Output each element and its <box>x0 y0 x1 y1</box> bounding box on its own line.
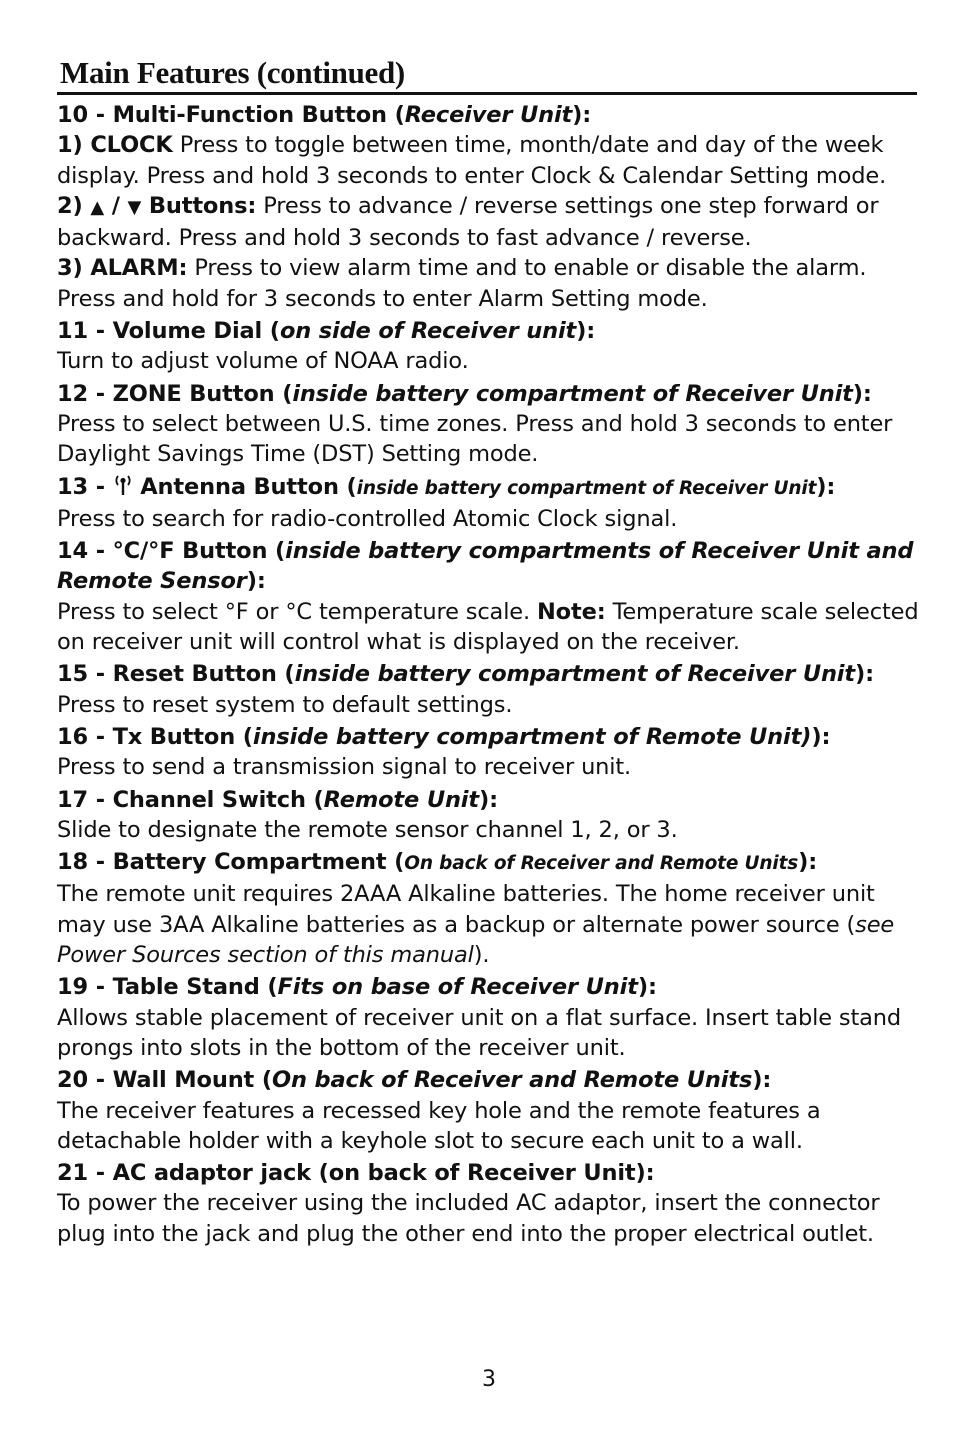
heading-text: 15 - Reset Button ( <box>57 661 295 688</box>
heading-location: On back of Receiver and Remote Units <box>404 853 799 875</box>
feature-heading-15 <box>57 659 919 689</box>
heading-text: 18 - Battery Compartment ( <box>57 849 405 876</box>
heading-label: Antenna Button ( <box>132 473 357 500</box>
heading-location: inside battery compartments of Receiver Unit and Remote Sensor <box>57 538 914 595</box>
heading-end: ): <box>246 568 266 595</box>
heading-location: Remote Unit <box>323 786 479 813</box>
down-arrow-icon: ▼ <box>127 196 142 218</box>
heading-end: ): <box>798 849 818 876</box>
alarm-label: 3) ALARM: <box>57 255 188 282</box>
heading-location: inside battery compartment of Receiver Unit <box>292 380 853 407</box>
heading-end: ): <box>637 974 657 1001</box>
arrow-label: Buttons: <box>141 192 257 219</box>
heading-location: on side of Receiver unit <box>279 318 577 345</box>
arrow-buttons-paragraph <box>57 191 919 254</box>
page-number: 3 <box>482 1367 496 1392</box>
feature-item-17 <box>57 785 919 846</box>
heading-location: Fits on base of Receiver Unit <box>277 974 638 1001</box>
heading-location: On back of Receiver and Remote Units <box>271 1067 753 1094</box>
feature-item-20 <box>57 1065 919 1156</box>
feature-heading-14 <box>57 536 919 597</box>
feature-heading-16 <box>57 722 919 752</box>
alarm-text: Press to view alarm time and to enable or disable the alarm. Press and hold for 3 seconds to enter Alarm Setting mode. <box>57 255 867 312</box>
feature-body-21: To power the receiver using the included AC adaptor, insert the connector plug into the jack and plug the other end into the proper electrical outlet. <box>57 1190 880 1247</box>
heading-text: 17 - Channel Switch ( <box>57 786 324 813</box>
heading-end: ): <box>854 661 874 688</box>
page-title: Main Features (continued) <box>60 55 405 90</box>
feature-body-18 <box>57 879 919 970</box>
heading-location: inside battery compartment of Receiver Unit <box>294 661 855 688</box>
feature-body-16: Press to send a transmission signal to receiver unit. <box>57 754 632 781</box>
feature-heading-20 <box>57 1065 919 1095</box>
clock-paragraph <box>57 130 919 191</box>
feature-heading-13 <box>57 472 919 504</box>
feature-heading-18 <box>57 847 919 879</box>
heading-location: Receiver Unit <box>404 102 573 128</box>
feature-body-12: Press to select between U.S. time zones. Press and hold 3 seconds to enter Daylight Savings Time (DST) Setting mode. <box>57 410 893 468</box>
feature-heading-19 <box>57 972 919 1002</box>
feature-list <box>57 100 919 1251</box>
arrow-text: Press to advance / reverse settings one step forward or backward. Press and hold 3 seconds to fast advance / reverse. <box>57 192 879 252</box>
body-reference: see Power Sources section of this manual <box>57 911 895 969</box>
feature-item-13 <box>57 472 919 535</box>
heading-text: 16 - Tx Button ( <box>57 723 253 750</box>
feature-heading-11 <box>57 316 919 346</box>
feature-body-20: The receiver features a recessed key hole and the remote features a detachable holder with a keyhole slot to secure each unit to a wall. <box>57 1097 821 1154</box>
feature-item-16 <box>57 722 919 783</box>
feature-body-13: Press to search for radio-controlled Atomic Clock signal. <box>57 505 678 532</box>
heading-text: 14 - °C/°F Button ( <box>57 538 286 565</box>
feature-item-18 <box>57 847 919 970</box>
feature-item-21 <box>57 1158 919 1249</box>
feature-item-12 <box>57 379 919 470</box>
arrow-label-num: 2) <box>57 192 91 219</box>
feature-body-14 <box>57 597 919 658</box>
heading-end: ): <box>576 318 596 345</box>
body-end: ). <box>473 942 490 969</box>
feature-body-15: Press to reset system to default settings. <box>57 691 513 718</box>
heading-text: 10 - Multi-Function Button ( <box>57 102 405 128</box>
arrow-slash: / <box>104 192 128 219</box>
title-divider <box>57 92 917 95</box>
heading-location: inside battery compartment of Remote Unit) <box>252 723 812 750</box>
heading-end: ): <box>478 786 498 813</box>
feature-item-19 <box>57 972 919 1063</box>
feature-item-10 <box>57 100 919 314</box>
heading-end: ): <box>852 380 872 407</box>
clock-label: 1) CLOCK <box>57 132 173 159</box>
note-label: Note: <box>537 598 606 625</box>
antenna-icon <box>113 472 133 496</box>
feature-heading-17 <box>57 785 919 815</box>
heading-text: 19 - Table Stand ( <box>57 974 278 1001</box>
feature-item-14 <box>57 536 919 657</box>
feature-body-19: Allows stable placement of receiver unit on a flat surface. Insert table stand prongs into slots in the bottom of the receiver unit. <box>57 1004 902 1061</box>
up-arrow-icon: ▲ <box>90 196 105 218</box>
heading-text: 13 - <box>57 473 113 500</box>
clock-text: Press to toggle between time, month/date and day of the week display. Press and hold 3 seconds to enter Clock & Calendar Setting mode. <box>57 132 887 189</box>
heading-end: ): <box>816 473 836 500</box>
heading-end: ): <box>572 102 592 128</box>
feature-item-11 <box>57 316 919 377</box>
heading-end: ): <box>811 723 831 750</box>
heading-end: ): <box>752 1067 772 1094</box>
alarm-paragraph <box>57 253 919 314</box>
feature-heading-12 <box>57 379 919 409</box>
feature-body-17: Slide to designate the remote sensor channel 1, 2, or 3. <box>57 816 678 843</box>
body-text: The remote unit requires 2AAA Alkaline batteries. The home receiver unit may use 3AA Alkaline batteries as a backup or alternate power source ( <box>57 881 875 938</box>
note-text: Temperature scale selected on receiver unit will control what is displayed on the receiver. <box>57 598 919 656</box>
heading-text: 20 - Wall Mount ( <box>57 1067 272 1094</box>
heading-text: 11 - Volume Dial ( <box>57 318 280 345</box>
heading-location: inside battery compartment of Receiver Unit <box>356 477 817 499</box>
body-text: Press to select °F or °C temperature scale. <box>57 598 537 625</box>
heading-text: 12 - ZONE Button ( <box>57 380 293 407</box>
feature-heading-21: 21 - AC adaptor jack (on back of Receiver Unit): <box>57 1160 655 1187</box>
feature-item-15 <box>57 659 919 720</box>
feature-body-11: Turn to adjust volume of NOAA radio. <box>57 348 469 375</box>
feature-heading-10 <box>57 100 919 130</box>
